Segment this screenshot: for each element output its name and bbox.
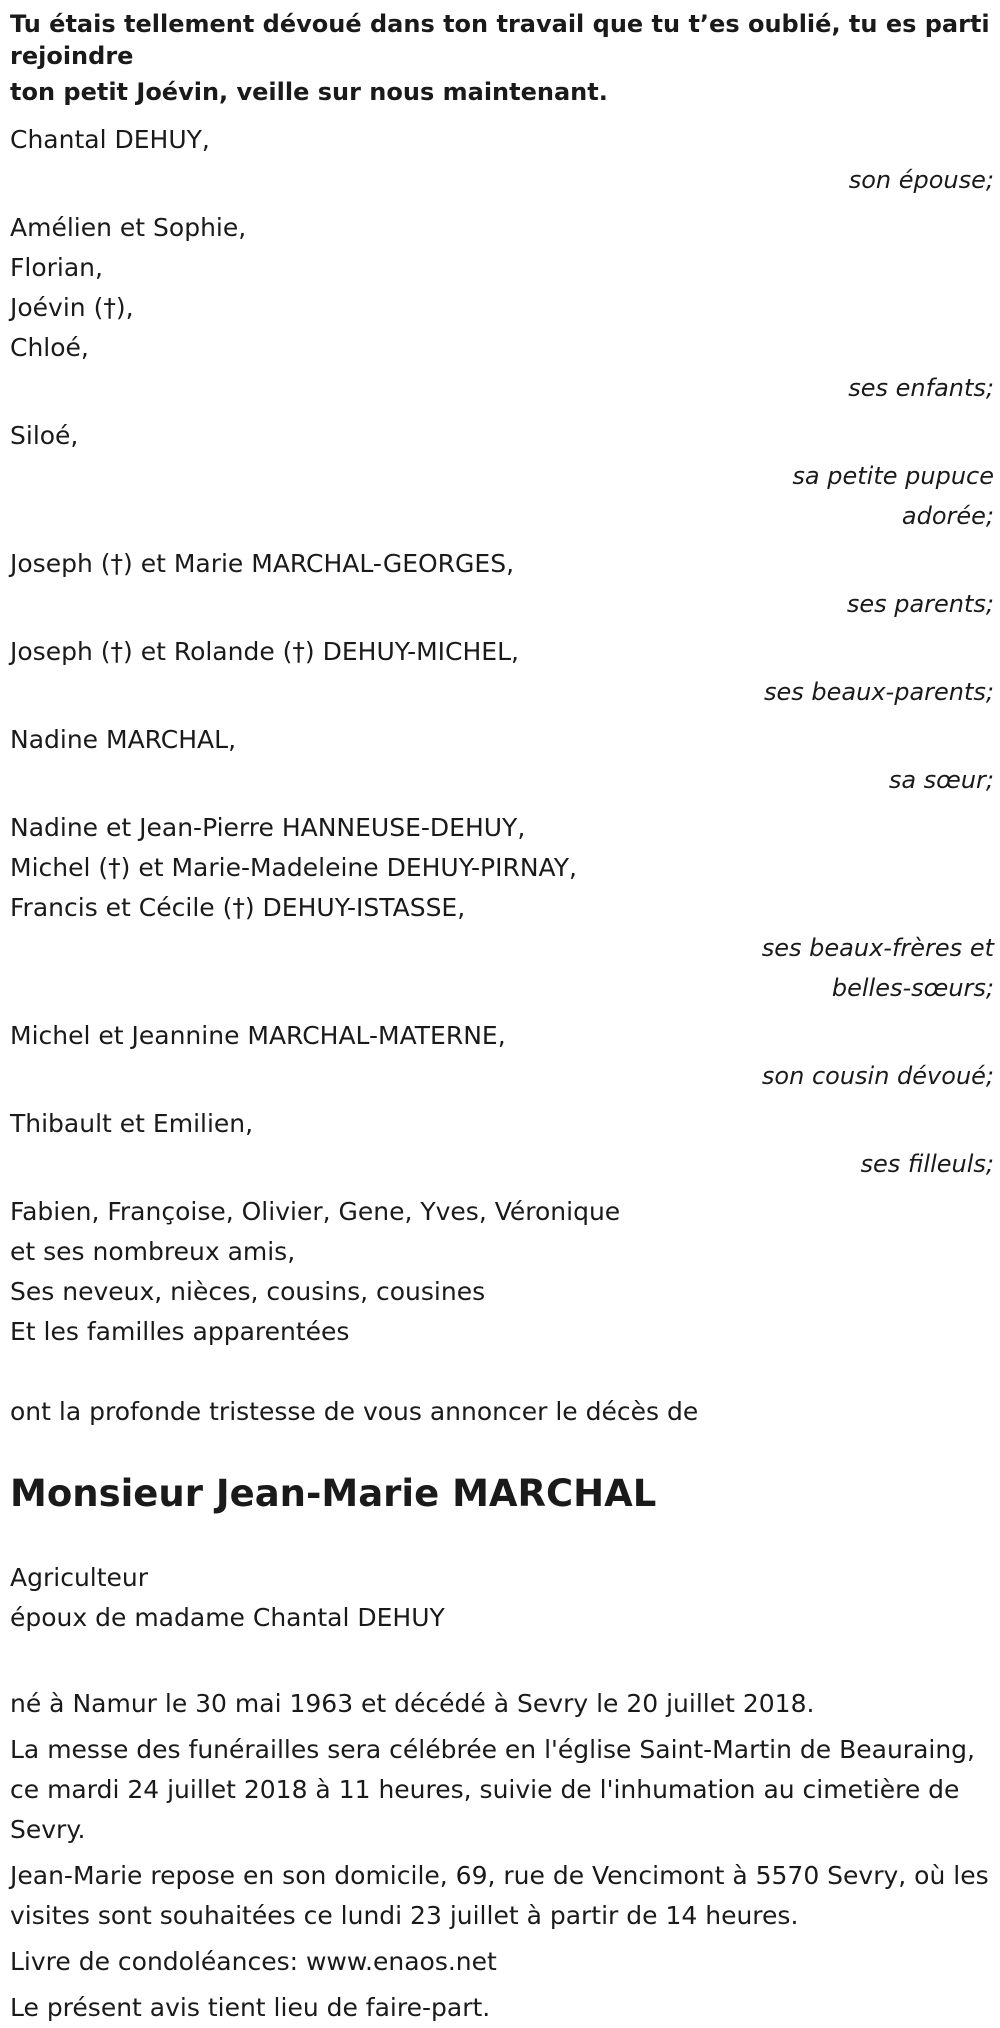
epigraph (10, 8, 990, 108)
profession (10, 1558, 990, 1638)
family-group (10, 808, 1000, 1008)
family-member-name: Florian, (10, 253, 103, 282)
profession-line: Agriculteur (10, 1563, 149, 1592)
family-member-name: Nadine MARCHAL, (10, 725, 237, 754)
family-member-name: Amélien et Sophie, (10, 213, 247, 242)
family-member-name: Joévin (†), (10, 293, 134, 322)
family-relation: ses filleuls; (860, 1150, 994, 1178)
family-group (10, 720, 1000, 800)
details-notice: Le présent avis tient lieu de faire-part. (10, 1993, 491, 2022)
funeral-details (10, 1684, 990, 2028)
family-group (10, 416, 1000, 536)
family-group (10, 208, 1000, 408)
family-relation: son cousin dévoué; (761, 1062, 994, 1090)
family-member-name: Siloé, (10, 421, 79, 450)
family-relation: ses beaux-parents; (764, 678, 994, 706)
details-funeral-mass: La messe des funérailles sera célébrée en l'église Saint-Martin de Beauraing, ce mardi 24 juillet 2018 à 11 heures, suivie de l'inhumation au cimetière de Sevry. (10, 1735, 975, 1844)
deceased-name: Monsieur Jean-Marie MARCHAL (10, 1472, 657, 1515)
family-member-name: Michel (†) et Marie-Madeleine DEHUY-PIRNAY, (10, 853, 577, 882)
family-list (10, 120, 994, 1184)
family-relation: sa petite pupuce adorée; (792, 462, 994, 530)
epigraph-line: ton petit Joévin, veille sur nous maintenant. (10, 78, 608, 106)
friends-line: et ses nombreux amis, (10, 1237, 296, 1266)
family-member-name: Chantal DEHUY, (10, 125, 210, 154)
family-member-name: Nadine et Jean-Pierre HANNEUSE-DEHUY, (10, 813, 526, 842)
friends-list (10, 1192, 990, 1352)
family-member-name: Francis et Cécile (†) DEHUY-ISTASSE, (10, 893, 466, 922)
family-group (10, 1104, 1000, 1184)
family-group (10, 544, 1000, 624)
family-member-name: Thibault et Emilien, (10, 1109, 254, 1138)
family-member-name: Michel et Jeannine MARCHAL-MATERNE, (10, 1021, 506, 1050)
announcement: ont la profonde tristesse de vous annoncer le décès de (10, 1397, 699, 1426)
family-group (10, 120, 1000, 200)
family-member-name: Joseph (†) et Rolande (†) DEHUY-MICHEL, (10, 637, 519, 666)
family-relation: son épouse; (848, 166, 994, 194)
family-member-name: Joseph (†) et Marie MARCHAL-GEORGES, (10, 549, 515, 578)
family-relation: ses enfants; (848, 374, 994, 402)
details-visitation: Jean-Marie repose en son domicile, 69, rue de Vencimont à 5570 Sevry, où les visites sont souhaitées ce lundi 23 juillet à partir de 14 heures. (10, 1861, 989, 1930)
friends-line: Ses neveux, nièces, cousins, cousines (10, 1277, 486, 1306)
family-member-name: Chloé, (10, 333, 89, 362)
family-relation: ses parents; (846, 590, 994, 618)
family-relation: ses beaux-frères et belles-sœurs; (761, 934, 994, 1002)
friends-line: Et les familles apparentées (10, 1317, 350, 1346)
family-relation: sa sœur; (888, 766, 994, 794)
friends-line: Fabien, Françoise, Olivier, Gene, Yves, Véronique (10, 1197, 621, 1226)
details-birth-death: né à Namur le 30 mai 1963 et décédé à Sevry le 20 juillet 2018. (10, 1689, 815, 1718)
family-group (10, 1016, 1000, 1096)
profession-line: époux de madame Chantal DEHUY (10, 1603, 445, 1632)
family-group (10, 632, 1000, 712)
epigraph-line: Tu étais tellement dévoué dans ton travail que tu t’es oublié, tu es parti rejoindre (10, 10, 990, 70)
details-condolences: Livre de condoléances: www.enaos.net (10, 1947, 497, 1976)
